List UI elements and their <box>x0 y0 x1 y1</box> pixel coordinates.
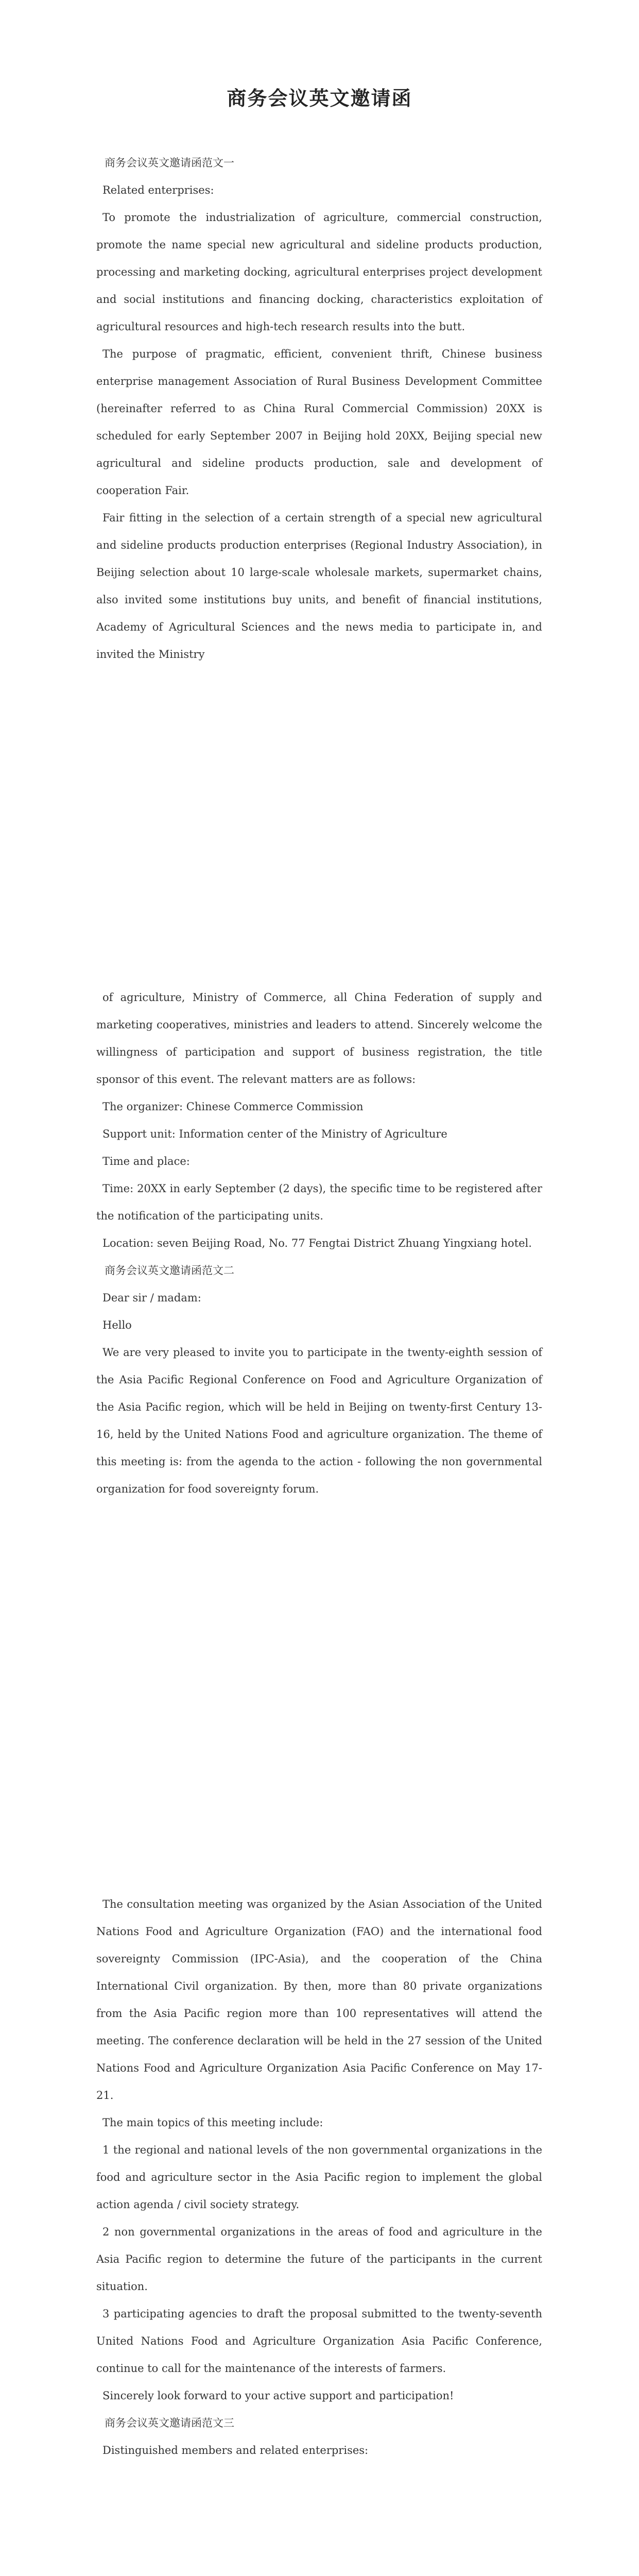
section-heading: 商务会议英文邀请函范文一 <box>105 157 234 169</box>
paragraph: Related enterprises: <box>102 184 214 196</box>
content-block-1 <box>96 149 542 668</box>
section-heading: 商务会议英文邀请函范文二 <box>105 1264 234 1277</box>
paragraph: 1 the regional and national levels of the non governmental organizations in the food and agriculture sector in the Asia Pacific region to implement the global action agenda / civil society strategy. <box>96 2144 542 2211</box>
paragraph: Dear sir / madam: <box>102 1292 201 1304</box>
paragraph: Hello <box>102 1319 132 1331</box>
paragraph: We are very pleased to invite you to participate in the twenty-eighth session of the Asia Pacific Regional Conference on Food and Agriculture Organization of the Asia Pacific region, which will be held in Beijing on twenty-first Century 13-16, held by the United Nations Food and agriculture organization. The theme of this meeting is: from the agenda to the action - following the non governmental organization for food sovereignty forum. <box>96 1346 542 1495</box>
content-block-2 <box>96 984 542 1503</box>
paragraph: The consultation meeting was organized by the Asian Association of the United Nations Food and Agriculture Organization (FAO) and the international food sovereignty Commission (IPC-Asia), and the cooperation of the China International Civil organization. By then, more than 80 private organizations from the Asia Pacific region more than 100 representatives will attend the meeting. The conference declaration will be held in the 27 session of the United Nations Food and Agriculture Organization Asia Pacific Conference on May 17-21. <box>96 1898 542 2102</box>
paragraph: The main topics of this meeting include: <box>102 2116 323 2129</box>
paragraph: Time and place: <box>102 1155 190 1167</box>
paragraph: 3 participating agencies to draft the proposal submitted to the twenty-seventh United Nations Food and Agriculture Organization Asia Pacific Conference, continue to call for the maintenance of the interests of farmers. <box>96 2308 542 2375</box>
content-block-3 <box>96 1891 542 2464</box>
paragraph: To promote the industrialization of agriculture, commercial construction, promote the name special new agricultural and sideline products production, processing and marketing docking, agricultural enterprises project development and social institutions and financing docking, characteristics exploitation of agricultural resources and high-tech research results into the butt. <box>96 211 542 333</box>
paragraph: Support unit: Information center of the Ministry of Agriculture <box>102 1128 447 1140</box>
paragraph: Distinguished members and related enterprises: <box>102 2444 369 2456</box>
paragraph: The purpose of pragmatic, efficient, convenient thrift, Chinese business enterprise management Association of Rural Business Development Committee (hereinafter referred to as China Rural Commercial Commission) 20XX is scheduled for early September 2007 in Beijing hold 20XX, Beijing special new agricultural and sideline products production, sale and development of cooperation Fair. <box>96 348 542 497</box>
document-title: 商务会议英文邀请函 <box>227 87 412 110</box>
section-heading: 商务会议英文邀请函范文三 <box>105 2417 234 2429</box>
paragraph: 2 non governmental organizations in the areas of food and agriculture in the Asia Pacific region to determine the future of the participants in the current situation. <box>96 2226 542 2293</box>
paragraph: Sincerely look forward to your active support and participation! <box>102 2389 454 2402</box>
paragraph: Fair fitting in the selection of a certain strength of a special new agricultural and sideline products production enterprises (Regional Industry Association), in Beijing selection about 10 large-scale wholesale markets, supermarket chains, also invited some institutions buy units, and benefit of financial institutions, Academy of Agricultural Sciences and the news media to participate in, and invited the Ministry <box>96 512 542 660</box>
paragraph: Time: 20XX in early September (2 days), the specific time to be registered after the notification of the participating units. <box>96 1182 542 1222</box>
paragraph: The organizer: Chinese Commerce Commission <box>102 1100 364 1113</box>
paragraph: Location: seven Beijing Road, No. 77 Fengtai District Zhuang Yingxiang hotel. <box>102 1237 532 1249</box>
paragraph: of agriculture, Ministry of Commerce, all China Federation of supply and marketing cooperatives, ministries and leaders to attend. Sincerely welcome the willingness of participation and support of business registration, the title sponsor of this event. The relevant matters are as follows: <box>96 991 542 1086</box>
